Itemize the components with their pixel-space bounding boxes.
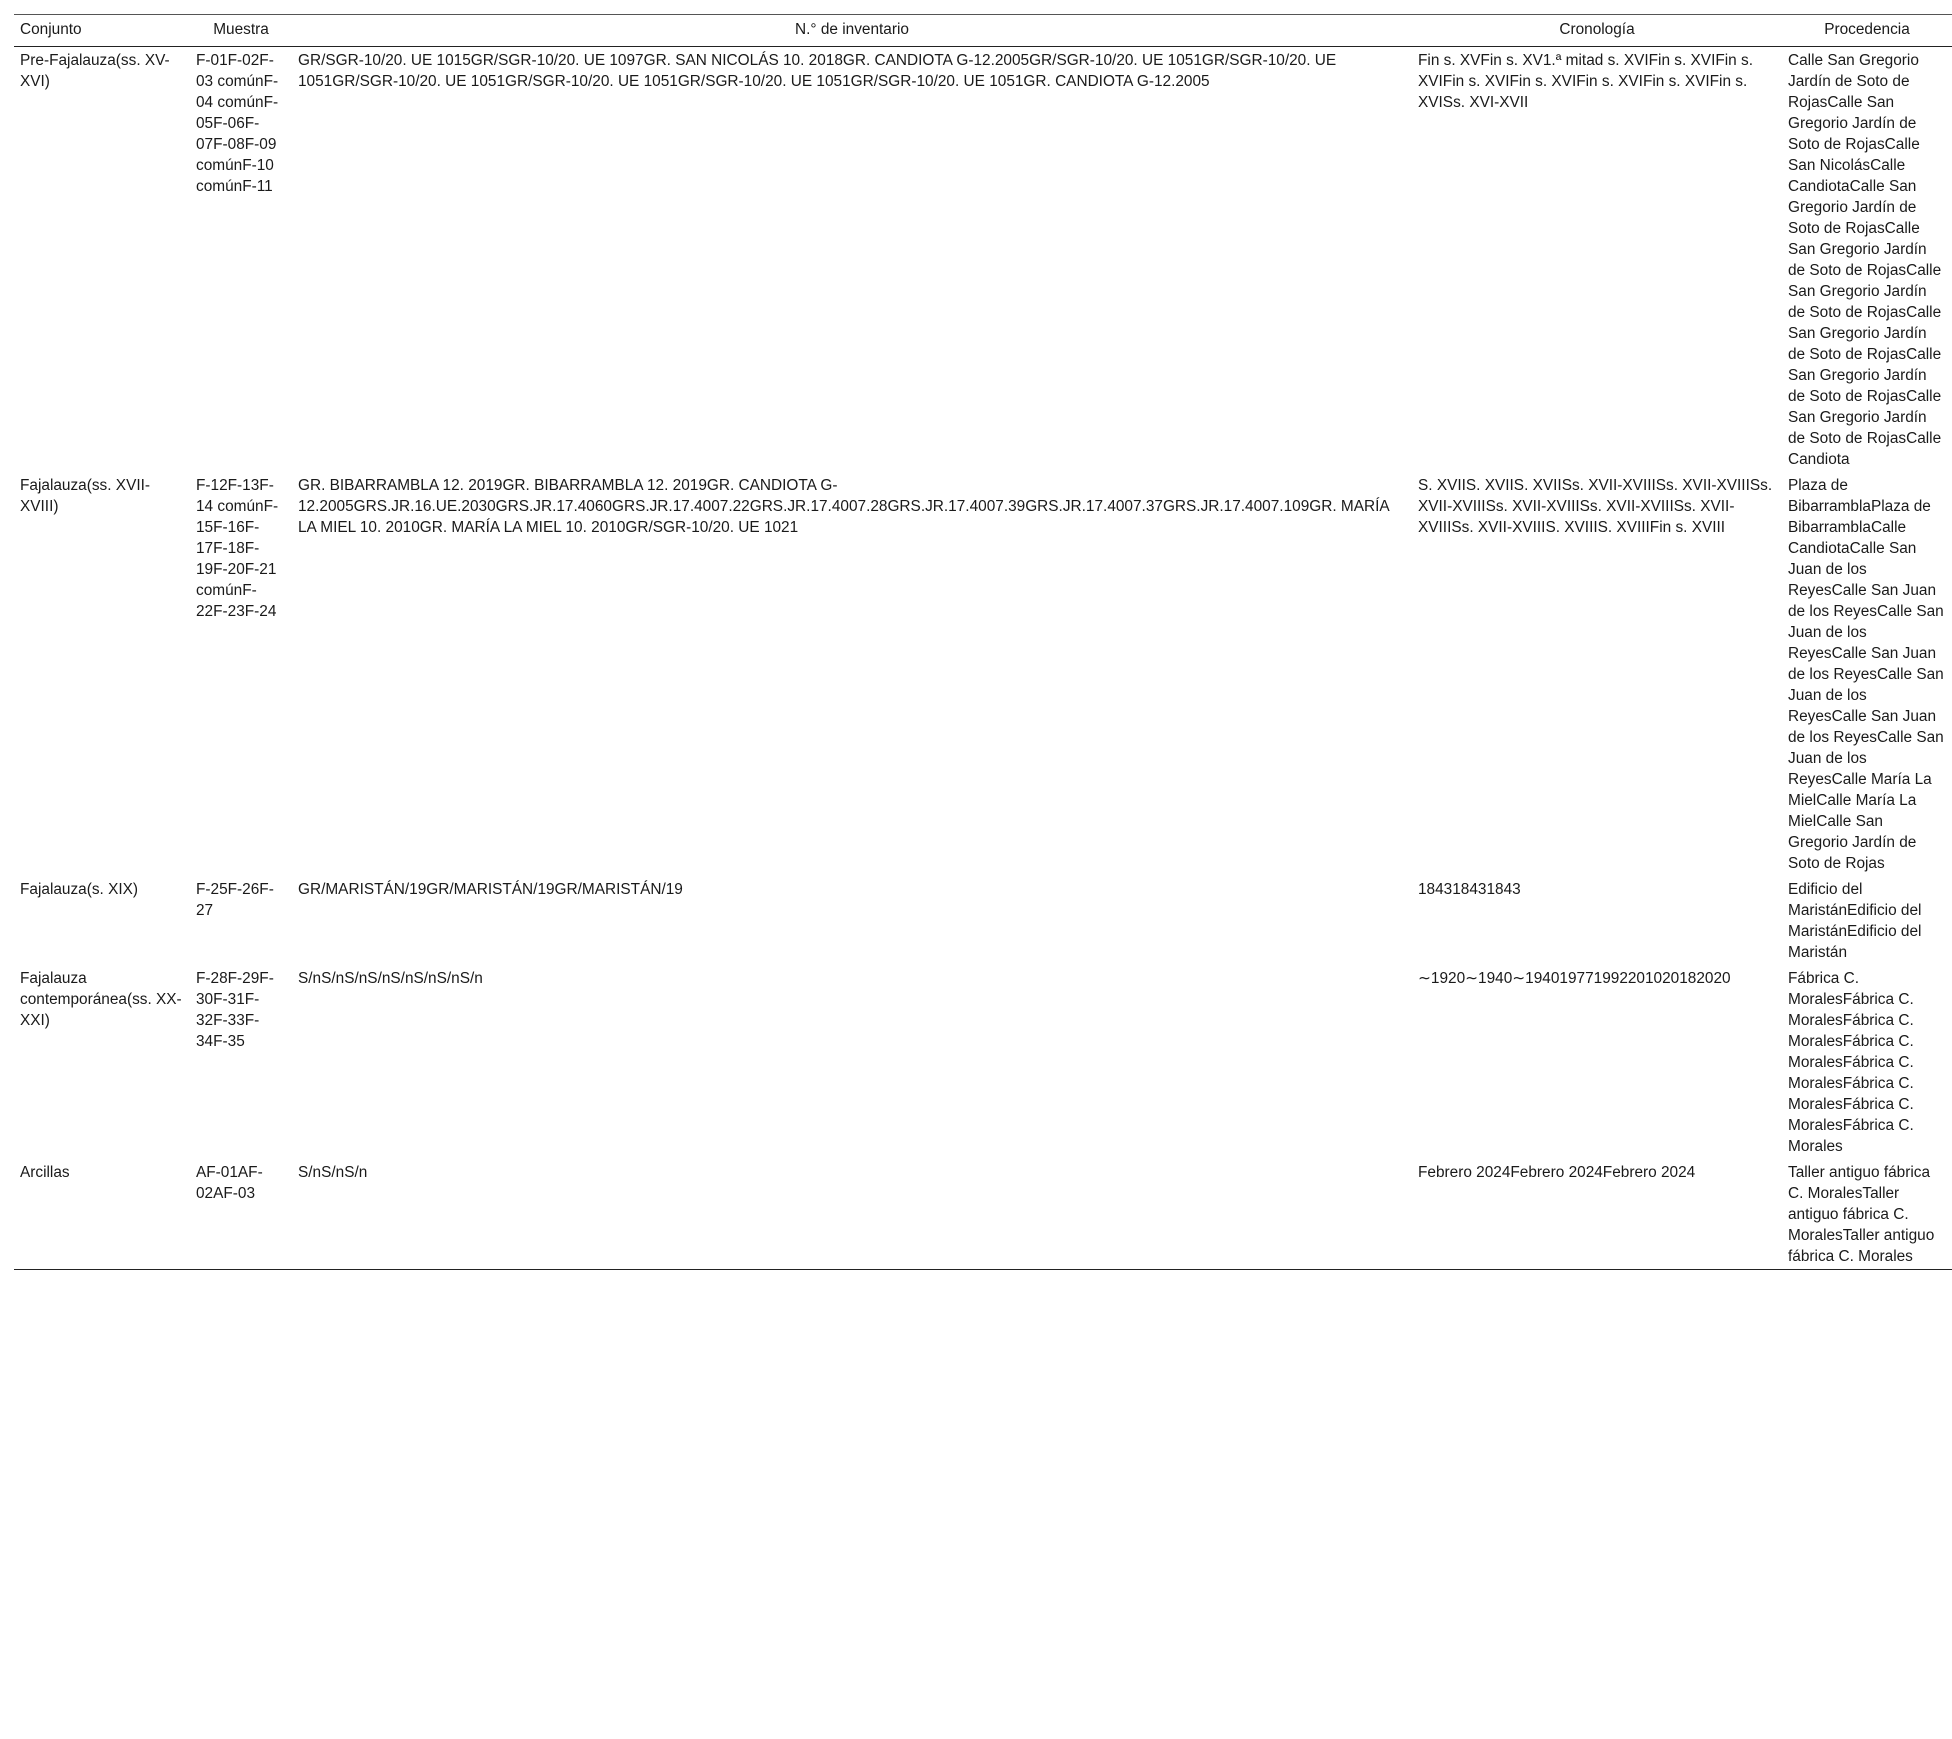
cell-inventario: GR. BIBARRAMBLA 12. 2019GR. BIBARRAMBLA 12. 2019GR. CANDIOTA G-12.2005GRS.JR.16.UE.2030GRS.JR.17.4060GRS.JR.17.4007.22GRS.JR.17.4007.28GRS.JR.17.4007.39GRS.JR.17.4007.37GRS.JR.17.4007.109GR. MARÍA LA MIEL 10. 2010GR. MARÍA LA MIEL 10. 2010GR/SGR-10/20. UE 1021 (298, 477, 1389, 536)
cell-procedencia: Fábrica C. MoralesFábrica C. MoralesFábrica C. MoralesFábrica C. MoralesFábrica C. MoralesFábrica C. MoralesFábrica C. MoralesFábrica C. Morales (1788, 970, 1914, 1155)
table-row (14, 47, 1952, 473)
table-header (14, 15, 1952, 47)
header-muestra: Muestra (190, 15, 292, 47)
cell-inventario: GR/SGR-10/20. UE 1015GR/SGR-10/20. UE 1097GR. SAN NICOLÁS 10. 2018GR. CANDIOTA G-12.2005GR/SGR-10/20. UE 1051GR/SGR-10/20. UE 1051GR/SGR-10/20. UE 1051GR/SGR-10/20. UE 1051GR/SGR-10/20. UE 1051GR/SGR-10/20. UE 1051GR. CANDIOTA G-12.2005 (298, 52, 1337, 90)
table-row (14, 1159, 1952, 1270)
cell-inventario: S/nS/nS/nS/nS/nS/nS/nS/n (298, 970, 483, 987)
cell-inventario: GR/MARISTÁN/19GR/MARISTÁN/19GR/MARISTÁN/19 (298, 881, 683, 898)
cell-procedencia: Taller antiguo fábrica C. MoralesTaller antiguo fábrica C. MoralesTaller antiguo fábrica C. Morales (1782, 1159, 1952, 1270)
cell-procedencia: Calle San Gregorio Jardín de Soto de RojasCalle San Gregorio Jardín de Soto de RojasCalle San NicolásCalle CandiotaCalle San Gregorio Jardín de Soto de RojasCalle San Gregorio Jardín de Soto de RojasCalle San Gregorio Jardín de Soto de RojasCalle San Gregorio Jardín de Soto de RojasCalle San Gregorio Jardín de Soto de RojasCalle San Gregorio Jardín de Soto de RojasCalle Candiota (1788, 52, 1942, 468)
cell-muestra: AF-01AF-02AF-03 (190, 1159, 292, 1270)
cell-muestra: F-28F-29F-30F-31F-32F-33F-34F-35 (196, 970, 274, 1050)
cell-inventario: S/nS/nS/n (292, 1159, 1412, 1270)
header-procedencia: Procedencia (1782, 15, 1952, 47)
cell-conjunto: Pre-Fajalauza(ss. XV-XVI) (20, 52, 170, 90)
cell-cronologia: Fin s. XVFin s. XV1.ª mitad s. XVIFin s. XVIFin s. XVIFin s. XVIFin s. XVIFin s. XVIFin s. XVIFin s. XVISs. XVI-XVII (1418, 52, 1753, 111)
cell-muestra: F-12F-13F-14 comúnF-15F-16F-17F-18F-19F-20F-21 comúnF-22F-23F-24 (196, 477, 279, 620)
header-row (14, 15, 1952, 47)
cell-cronologia: S. XVIIS. XVIIS. XVIISs. XVII-XVIIISs. XVII-XVIIISs. XVII-XVIIISs. XVII-XVIIISs. XVII-XVIIISs. XVII-XVIIISs. XVII-XVIIIS. XVIIIS. XVIIIFin s. XVIII (1418, 477, 1773, 536)
inventory-table (14, 14, 1952, 1270)
cell-procedencia: Edificio del MaristánEdificio del MaristánEdificio del Maristán (1788, 881, 1922, 961)
cell-conjunto: Fajalauza contemporánea(ss. XX-XXI) (20, 970, 182, 1029)
cell-muestra: F-01F-02F-03 comúnF-04 comúnF-05F-06F-07F-08F-09 comúnF-10 comúnF-11 (196, 52, 279, 195)
header-cronologia: Cronología (1412, 15, 1782, 47)
cell-muestra: F-25F-26F-27 (196, 881, 274, 919)
table-body (14, 47, 1952, 1270)
cell-cronologia: ∼1920∼1940∼19401977199220102018202​0 (1418, 970, 1731, 987)
table-row (14, 472, 1952, 876)
cell-conjunto: Fajalauza(s. XIX) (20, 881, 139, 898)
cell-conjunto: Fajalauza(ss. XVII-XVIII) (20, 477, 151, 515)
table-row (14, 876, 1952, 965)
cell-conjunto: Arcillas (14, 1159, 190, 1270)
table-row (14, 965, 1952, 1159)
cell-cronologia: 184318431843 (1418, 881, 1521, 898)
header-inventario: N.° de inventario (292, 15, 1412, 47)
cell-procedencia: Plaza de BibarramblaPlaza de BibarramblaCalle CandiotaCalle San Juan de los ReyesCalle San Juan de los ReyesCalle San Juan de los ReyesCalle San Juan de los ReyesCalle San Juan de los ReyesCalle San Juan de los ReyesCalle San Juan de los ReyesCalle María La MielCalle María La MielCalle San Gregorio Jardín de Soto de Rojas (1788, 477, 1944, 872)
header-conjunto: Conjunto (14, 15, 190, 47)
cell-cronologia: Febrero 2024Febrero 2024Febrero 2024 (1412, 1159, 1782, 1270)
